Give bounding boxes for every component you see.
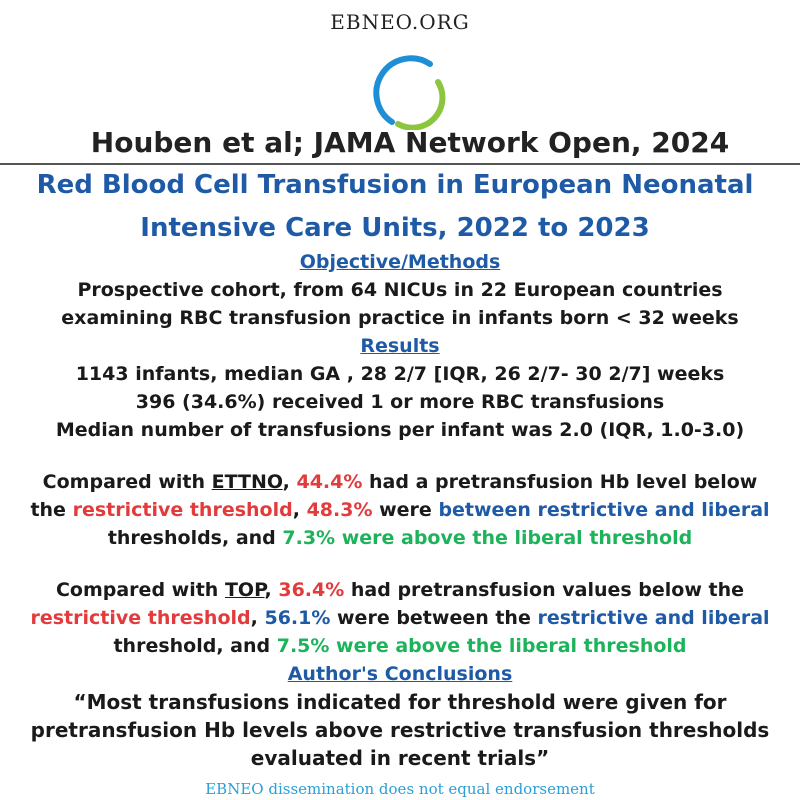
ettno-pct-below: 44.4%: [296, 471, 363, 493]
disclaimer: EBNEO dissemination does not equal endorsement: [205, 780, 595, 798]
site-name: EBNEO.ORG: [330, 10, 470, 34]
summary-body: [0, 248, 800, 772]
ettno-restrictive: restrictive threshold: [72, 499, 293, 521]
top-line-3: threshold, and 7.5% were above the liberal threshold: [113, 635, 687, 657]
ettno-line-2: the restrictive threshold, 48.3% were between restrictive and liberal: [30, 499, 770, 521]
article-title: [0, 164, 790, 250]
top-restrictive: restrictive threshold: [30, 607, 251, 629]
conclusion-line-1: “Most transfusions indicated for threshold were given for: [73, 690, 727, 714]
top-between: restrictive and liberal: [537, 607, 770, 629]
ettno-line-1: Compared with ETTNO, 44.4% had a pretransfusion Hb level below: [42, 471, 758, 493]
ettno-line-3: thresholds, and 7.3% were above the liberal threshold: [107, 527, 693, 549]
citation: Houben et al; JAMA Network Open, 2024: [90, 126, 730, 159]
objective-heading: Objective/Methods: [299, 251, 501, 273]
ettno-between: between restrictive and liberal: [438, 499, 770, 521]
conclusions-heading: Author's Conclusions: [287, 663, 513, 685]
ettno-trial-name: ETTNO: [211, 471, 283, 493]
results-line-3: Median number of transfusions per infant was 2.0 (IQR, 1.0-3.0): [55, 419, 745, 441]
ebneo-logo-icon: [352, 50, 448, 130]
ettno-above: 7.3% were above the liberal threshold: [282, 527, 693, 549]
objective-line-2: examining RBC transfusion practice in infants born < 32 weeks: [61, 307, 739, 329]
top-above: 7.5% were above the liberal threshold: [276, 635, 687, 657]
results-heading: Results: [360, 335, 440, 357]
top-pct-between: 56.1%: [264, 607, 331, 629]
objective-line-1: Prospective cohort, from 64 NICUs in 22 European countries: [77, 279, 723, 301]
conclusion-line-3: evaluated in recent trials”: [250, 746, 550, 770]
conclusion-line-2: pretransfusion Hb levels above restrictive transfusion thresholds: [30, 718, 770, 742]
logo-green-arc: [398, 82, 442, 128]
logo-blue-arc: [376, 58, 430, 122]
ettno-pct-between: 48.3%: [306, 499, 373, 521]
top-trial-name: TOP: [224, 579, 265, 601]
top-line-2: restrictive threshold, 56.1% were between the restrictive and liberal: [30, 607, 770, 629]
title-line-1: Red Blood Cell Transfusion in European Neonatal: [36, 170, 754, 200]
top-line-1: Compared with TOP, 36.4% had pretransfusion values below the: [55, 579, 745, 601]
top-pct-below: 36.4%: [278, 579, 345, 601]
results-line-2: 396 (34.6%) received 1 or more RBC transfusions: [135, 391, 665, 413]
results-line-1: 1143 infants, median GA , 28 2/7 [IQR, 26 2/7- 30 2/7] weeks: [75, 363, 725, 385]
title-line-2: Intensive Care Units, 2022 to 2023: [140, 213, 650, 243]
